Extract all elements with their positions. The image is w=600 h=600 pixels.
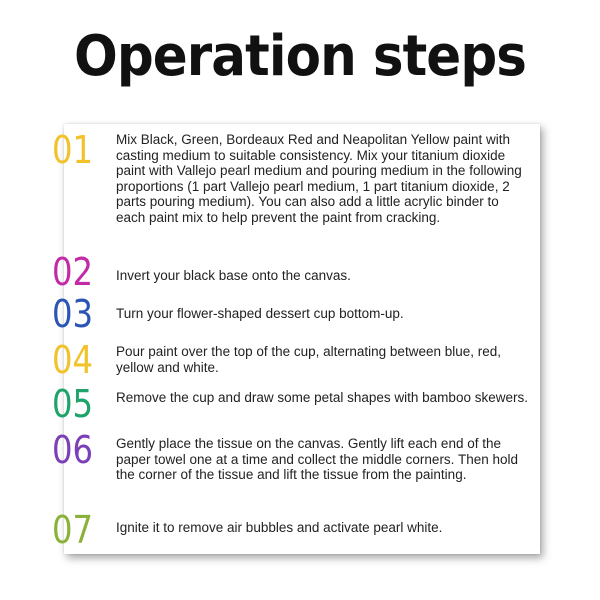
step-text: Invert your black base onto the canvas. (116, 268, 351, 283)
step-text: Mix Black, Green, Bordeaux Red and Neapolitan Yellow paint with casting medium to suitable consistency. Mix your titanium dioxide paint with Vallejo pearl medium and pouring medium in the following proportions (1 part Vallejo pearl medium, 1 part titanium dioxide, 2 parts pouring medium). You can also add a little acrylic binder to each paint mix to help prevent the paint from cracking. (116, 132, 522, 225)
step-text: Remove the cup and draw some petal shapes with bamboo skewers. (116, 390, 528, 405)
step-number: 01 (52, 128, 94, 172)
step-text: Pour paint over the top of the cup, alternating between blue, red, yellow and white. (116, 344, 502, 375)
step-number: 02 (52, 250, 94, 294)
step-number: 03 (52, 292, 94, 336)
step-number: 04 (52, 338, 94, 382)
step-number: 06 (52, 428, 94, 472)
step-number: 05 (52, 382, 94, 426)
step-text: Gently place the tissue on the canvas. Gently lift each end of the paper towel one at a time and collect the middle corners. Then hold the corner of the tissue and lift the tissue from the painting. (116, 436, 518, 483)
step-text: Turn your flower-shaped dessert cup bottom-up. (116, 306, 404, 321)
step-text: Ignite it to remove air bubbles and activate pearl white. (116, 520, 443, 535)
page-title: Operation steps (73, 24, 527, 89)
step-number: 07 (52, 508, 94, 552)
